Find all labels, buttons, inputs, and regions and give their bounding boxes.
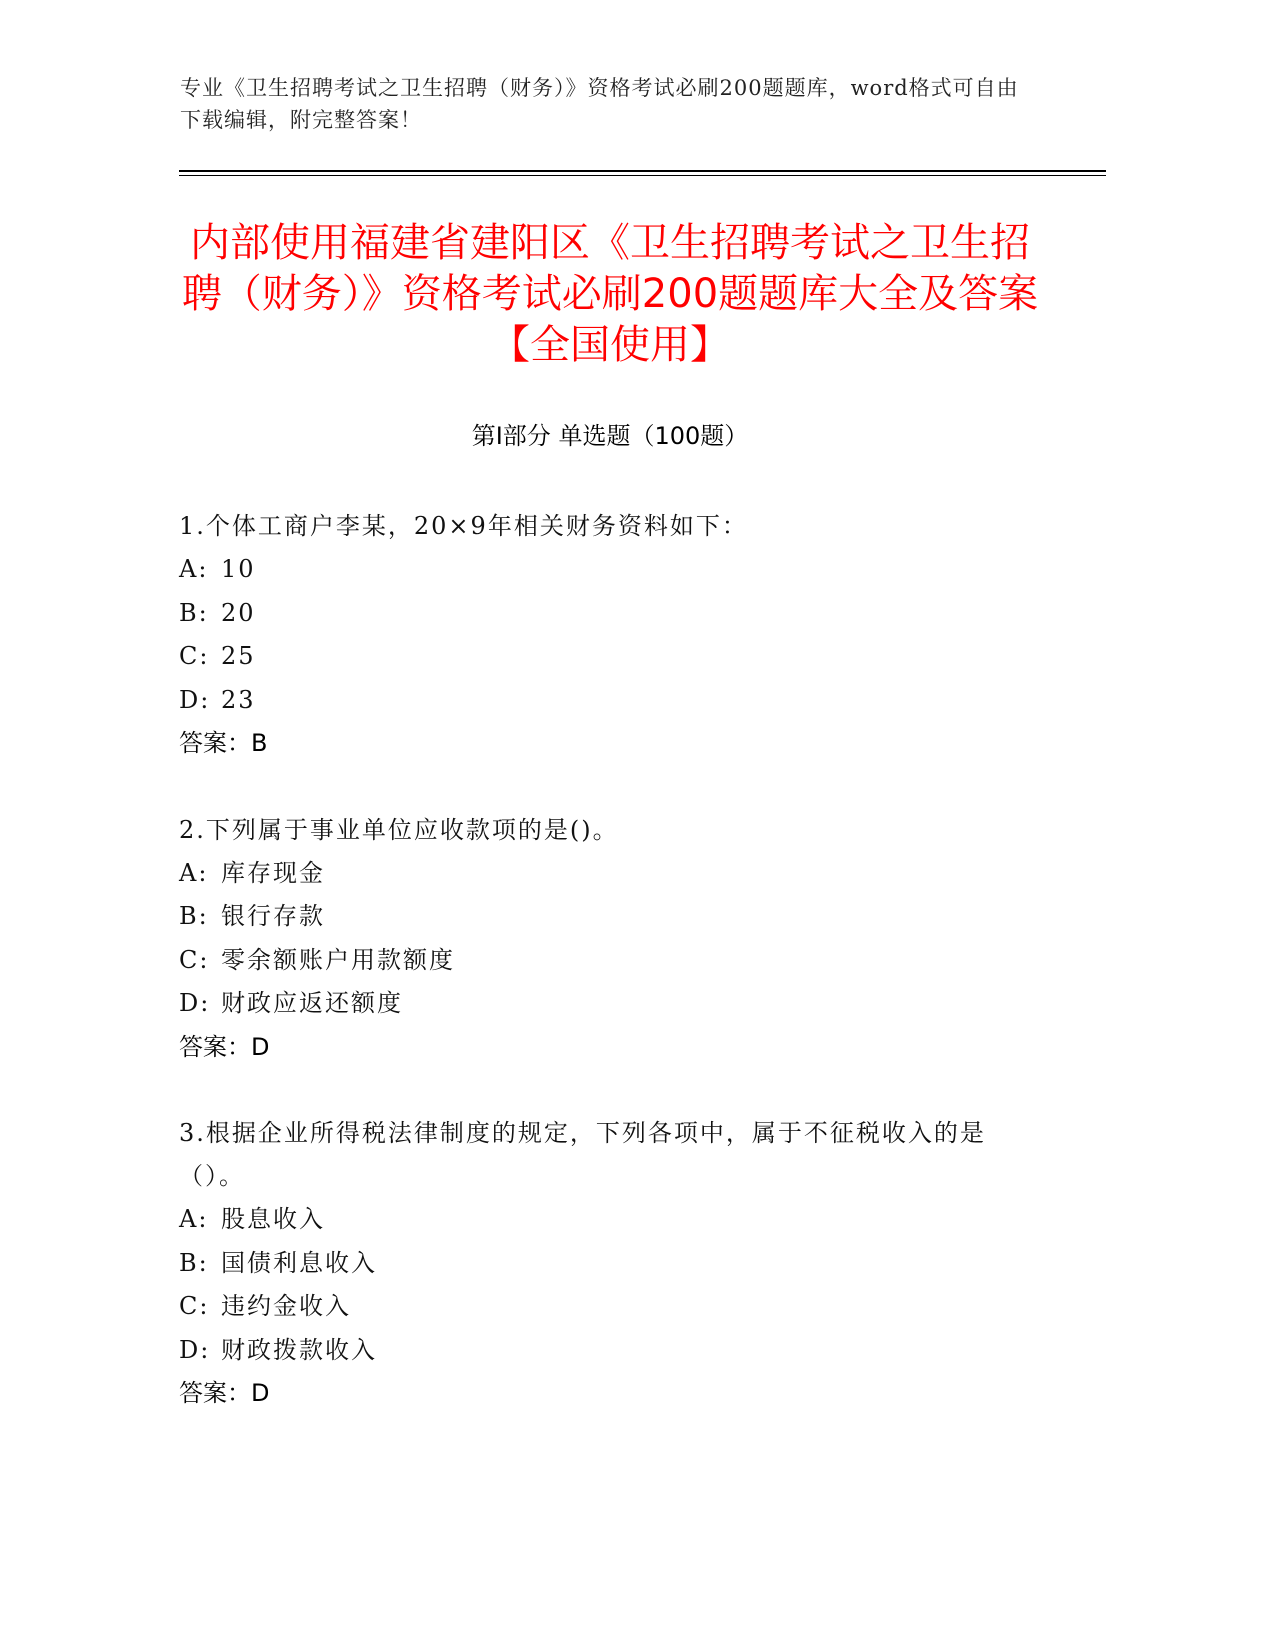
question-list bbox=[179, 505, 1039, 1459]
question-stem: 1.个体工商户李某，20×9年相关财务资料如下： bbox=[179, 512, 748, 540]
option-b bbox=[179, 1242, 1039, 1286]
option-text: 违约金收入 bbox=[221, 1292, 351, 1320]
question-3 bbox=[179, 1112, 1039, 1416]
header-note: 专业《卫生招聘考试之卫生招聘（财务）》资格考试必刷200题题库，word格式可自由下载编辑，附完整答案！ bbox=[180, 76, 1019, 132]
option-letter: B: bbox=[179, 598, 209, 627]
question-2 bbox=[179, 809, 1039, 1070]
option-a bbox=[179, 852, 1039, 896]
option-c bbox=[179, 1285, 1039, 1329]
option-text: 零余额账户用款额度 bbox=[221, 945, 455, 974]
option-text: 财政应返还额度 bbox=[221, 989, 403, 1017]
option-text: 23 bbox=[221, 685, 256, 714]
option-text: 股息收入 bbox=[221, 1205, 325, 1233]
header-divider-thick bbox=[179, 170, 1106, 172]
option-d bbox=[179, 1329, 1039, 1373]
answer-line: 答案：D bbox=[179, 1379, 270, 1407]
option-a bbox=[179, 548, 1039, 592]
option-text: 财政拨款收入 bbox=[221, 1335, 377, 1364]
option-letter: C: bbox=[179, 642, 210, 670]
option-letter: B: bbox=[179, 1248, 209, 1277]
option-letter: D: bbox=[179, 1335, 211, 1364]
option-text: 25 bbox=[221, 642, 256, 670]
option-letter: A: bbox=[179, 1205, 209, 1233]
question-1 bbox=[179, 505, 1039, 766]
option-text: 银行存款 bbox=[221, 902, 325, 930]
option-a bbox=[179, 1198, 1039, 1242]
option-b bbox=[179, 592, 1039, 636]
option-c bbox=[179, 635, 1039, 679]
option-letter: A: bbox=[179, 555, 209, 583]
answer-line: 答案：B bbox=[179, 729, 268, 757]
option-b bbox=[179, 895, 1039, 939]
question-stem: 2.下列属于事业单位应收款项的是()。 bbox=[179, 815, 619, 844]
section-title: 第Ⅰ部分 单选题（100题） bbox=[471, 422, 749, 450]
header-divider-thin bbox=[179, 175, 1106, 176]
option-letter: B: bbox=[179, 902, 209, 930]
question-stem: 3.根据企业所得税法律制度的规定，下列各项中，属于不征税收入的是（）。 bbox=[179, 1119, 986, 1190]
option-letter: A: bbox=[179, 858, 209, 887]
option-text: 库存现金 bbox=[221, 858, 325, 887]
option-text: 国债利息收入 bbox=[221, 1248, 377, 1277]
option-text: 20 bbox=[221, 598, 256, 627]
option-d bbox=[179, 679, 1039, 723]
option-letter: C: bbox=[179, 945, 210, 974]
option-letter: D: bbox=[179, 989, 211, 1017]
document-title: 内部使用福建省建阳区《卫生招聘考试之卫生招聘（财务）》资格考试必刷200题题库大全及答案【全国使用】 bbox=[181, 220, 1039, 368]
option-text: 10 bbox=[221, 555, 256, 583]
answer-line: 答案：D bbox=[179, 1032, 270, 1061]
option-letter: C: bbox=[179, 1292, 210, 1320]
option-d bbox=[179, 982, 1039, 1026]
option-letter: D: bbox=[179, 685, 211, 714]
option-c bbox=[179, 939, 1039, 983]
